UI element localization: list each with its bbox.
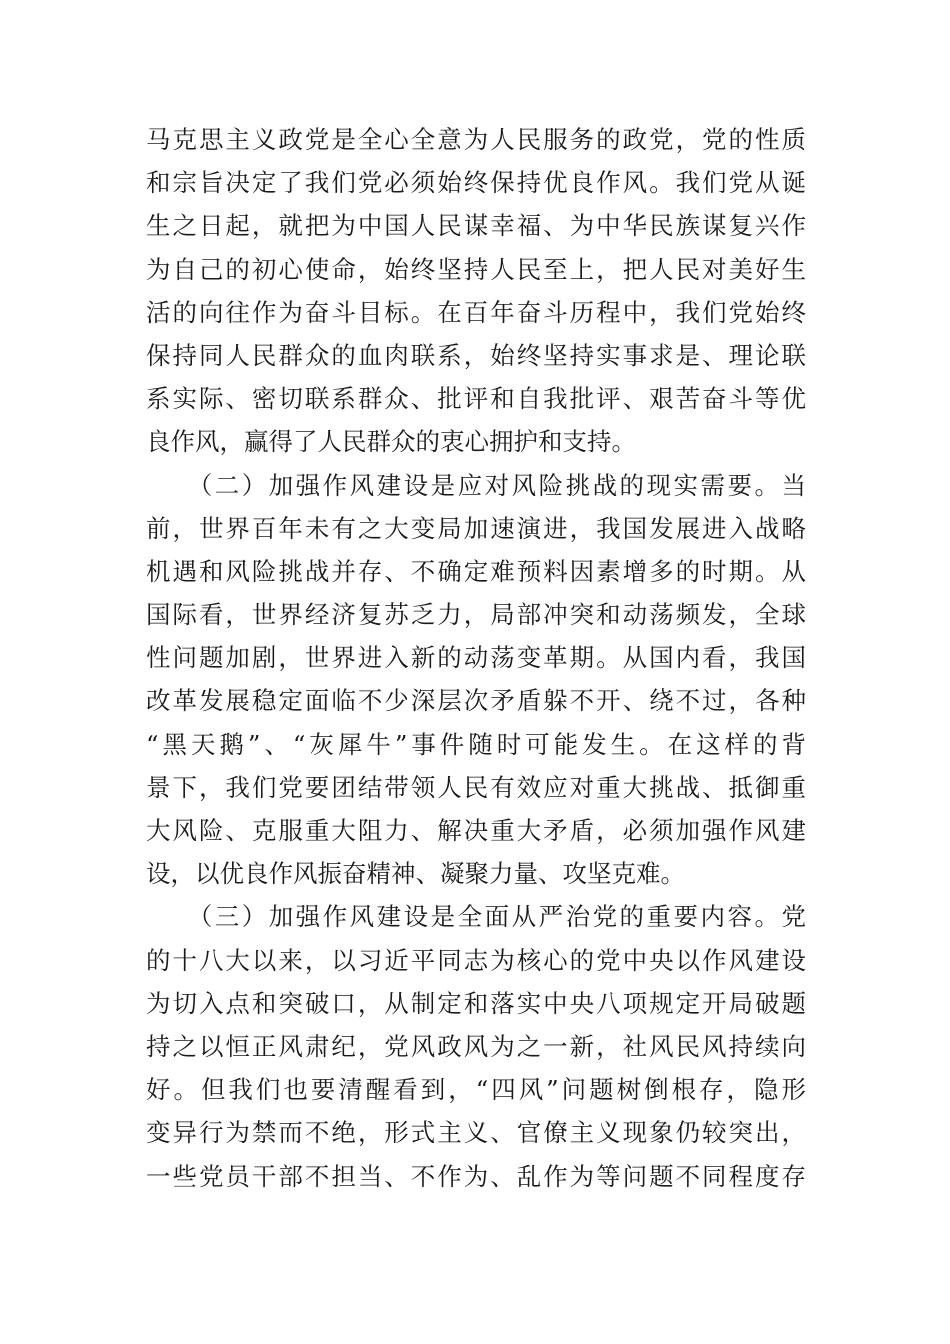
section-heading-line: （二）加强作风建设是应对风险挑战的现实需要。当 (146, 470, 806, 500)
text-line: 良作风，赢得了人民群众的衷心拥护和支持。 (146, 427, 636, 457)
text-line: 设，以优良作风振奋精神、凝聚力量、攻坚克难。 (146, 859, 685, 889)
text-line: 改革发展稳定面临不少深层次矛盾躲不开、绕不过，各种 (146, 686, 806, 716)
text-line: 生之日起，就把为中国人民谋幸福、为中华民族谋复兴作 (146, 211, 806, 241)
document-body (146, 118, 806, 1198)
text-line: 的十八大以来，以习近平同志为核心的党中央以作风建设 (146, 945, 806, 975)
text-line: 景下，我们党要团结带领人民有效应对重大挑战、抵御重 (146, 772, 806, 802)
text-line: 系实际、密切联系群众、批评和自我批评、艰苦奋斗等优 (146, 384, 806, 414)
text-line: 和宗旨决定了我们党必须始终保持优良作风。我们党从诞 (146, 168, 806, 198)
text-line: 为切入点和突破口，从制定和落实中央八项规定开局破题 (146, 988, 806, 1018)
section-heading-line: （三）加强作风建设是全面从严治党的重要内容。党 (146, 902, 806, 932)
text-line: 大风险、克服重大阻力、解决重大矛盾，必须加强作风建 (146, 816, 806, 845)
text-line: 保持同人民群众的血肉联系，始终坚持实事求是、理论联 (146, 340, 806, 370)
text-line: 机遇和风险挑战并存、不确定难预料因素增多的时期。从 (146, 556, 806, 586)
text-line: 好。但我们也要清醒看到，“四风”问题树倒根存，隐形 (146, 1075, 806, 1105)
text-line: 变异行为禁而不绝，形式主义、官僚主义现象仍较突出， (146, 1118, 806, 1148)
text-line: 性问题加剧，世界进入新的动荡变革期。从国内看，我国 (146, 643, 806, 673)
text-line: 活的向往作为奋斗目标。在百年奋斗历程中，我们党始终 (146, 297, 806, 327)
text-line: 前，世界百年未有之大变局加速演进，我国发展进入战略 (146, 513, 806, 543)
text-line: “黑天鹅”、“灰犀牛”事件随时可能发生。在这样的背 (146, 729, 806, 759)
text-line: 一些党员干部不担当、不作为、乱作为等问题不同程度存 (146, 1161, 806, 1191)
text-line: 国际看，世界经济复苏乏力，局部冲突和动荡频发，全球 (146, 600, 806, 630)
text-line: 为自己的初心使命，始终坚持人民至上，把人民对美好生 (146, 254, 806, 284)
text-line: 马克思主义政党是全心全意为人民服务的政党，党的性质 (146, 125, 806, 154)
text-line: 持之以恒正风肃纪，党风政风为之一新，社风民风持续向 (146, 1031, 806, 1061)
